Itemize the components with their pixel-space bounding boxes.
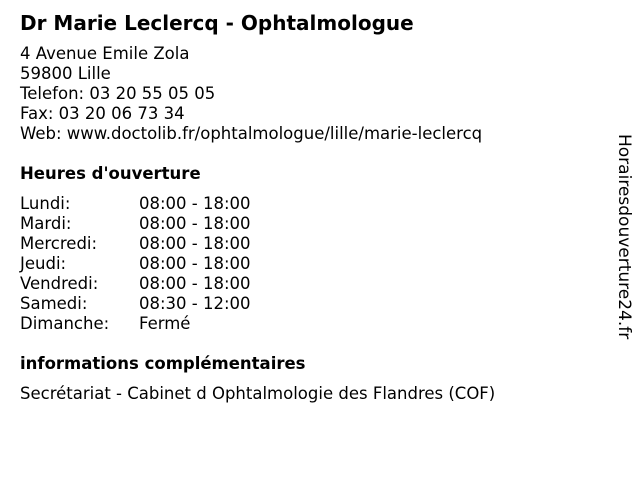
- site-watermark: Horairesdouverture24.fr: [614, 134, 634, 340]
- hours-row-wednesday: [20, 234, 251, 254]
- contact-block: [20, 44, 482, 144]
- time-value: 08:00 - 18:00: [139, 214, 251, 233]
- hours-row-saturday: [20, 294, 251, 314]
- day-label: Vendredi:: [20, 274, 99, 293]
- opening-hours-table: [20, 194, 251, 334]
- hours-row-friday: [20, 274, 251, 294]
- hours-row-monday: [20, 194, 251, 214]
- day-label: Jeudi:: [20, 254, 67, 273]
- hours-row-sunday: [20, 314, 251, 334]
- day-label: Samedi:: [20, 294, 88, 313]
- day-label: Dimanche:: [20, 314, 110, 333]
- time-value: 08:00 - 18:00: [139, 194, 251, 213]
- day-label: Lundi:: [20, 194, 71, 213]
- hours-row-tuesday: [20, 214, 251, 234]
- day-label: Mercredi:: [20, 234, 98, 253]
- phone-number: Telefon: 03 20 55 05 05: [20, 84, 216, 103]
- page-title: Dr Marie Leclercq - Ophtalmologue: [20, 11, 414, 35]
- time-value: 08:00 - 18:00: [139, 274, 251, 293]
- street-address: 4 Avenue Emile Zola: [20, 44, 190, 63]
- time-value: 08:30 - 12:00: [139, 294, 251, 313]
- website: Web: www.doctolib.fr/ophtalmologue/lille/marie-leclercq: [20, 124, 483, 143]
- time-value: 08:00 - 18:00: [139, 254, 251, 273]
- additional-info-text: Secrétariat - Cabinet d Ophtalmologie des Flandres (COF): [20, 384, 496, 403]
- opening-hours-heading: Heures d'ouverture: [20, 164, 201, 183]
- day-label: Mardi:: [20, 214, 72, 233]
- additional-info-heading: informations complémentaires: [20, 354, 306, 373]
- fax-number: Fax: 03 20 06 73 34: [20, 104, 185, 123]
- time-value: 08:00 - 18:00: [139, 234, 251, 253]
- hours-row-thursday: [20, 254, 251, 274]
- city: 59800 Lille: [20, 64, 111, 83]
- time-value: Fermé: [139, 314, 191, 333]
